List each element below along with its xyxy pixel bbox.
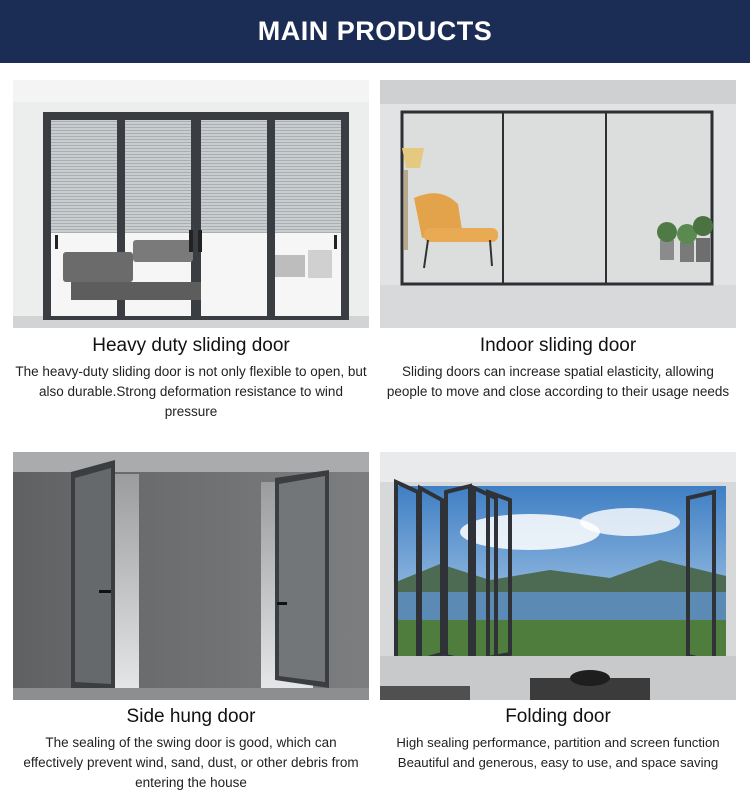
product-description: The heavy-duty sliding door is not only flexible to open, but also durable.Strong deformation resistance to wind pressure — [15, 364, 367, 419]
product-card-side-hung-door[interactable] — [13, 452, 369, 793]
product-description: The sealing of the swing door is good, which can effectively prevent wind, sand, dust, or other debris from entering the house — [23, 735, 359, 790]
banner-title: MAIN PRODUCTS — [257, 16, 493, 46]
product-description: Sliding doors can increase spatial elasticity, allowing people to move and close according to their usage needs — [386, 364, 730, 399]
main-products-banner — [0, 0, 750, 63]
product-title: Folding door — [505, 706, 611, 727]
product-card-indoor-sliding-door[interactable] — [380, 80, 736, 402]
product-card-heavy-duty-sliding-door[interactable] — [13, 80, 369, 422]
product-description: High sealing performance, partition and screen function Beautiful and generous, easy to use, and space saving — [396, 735, 720, 770]
product-card-folding-door[interactable] — [380, 452, 736, 773]
folding-door-image — [380, 452, 736, 700]
heavy-duty-sliding-door-image — [13, 80, 369, 328]
side-hung-door-image — [13, 452, 369, 700]
product-title: Side hung door — [126, 706, 256, 727]
product-title: Heavy duty sliding door — [92, 335, 290, 356]
indoor-sliding-door-image — [380, 80, 736, 328]
product-title: Indoor sliding door — [479, 335, 637, 356]
